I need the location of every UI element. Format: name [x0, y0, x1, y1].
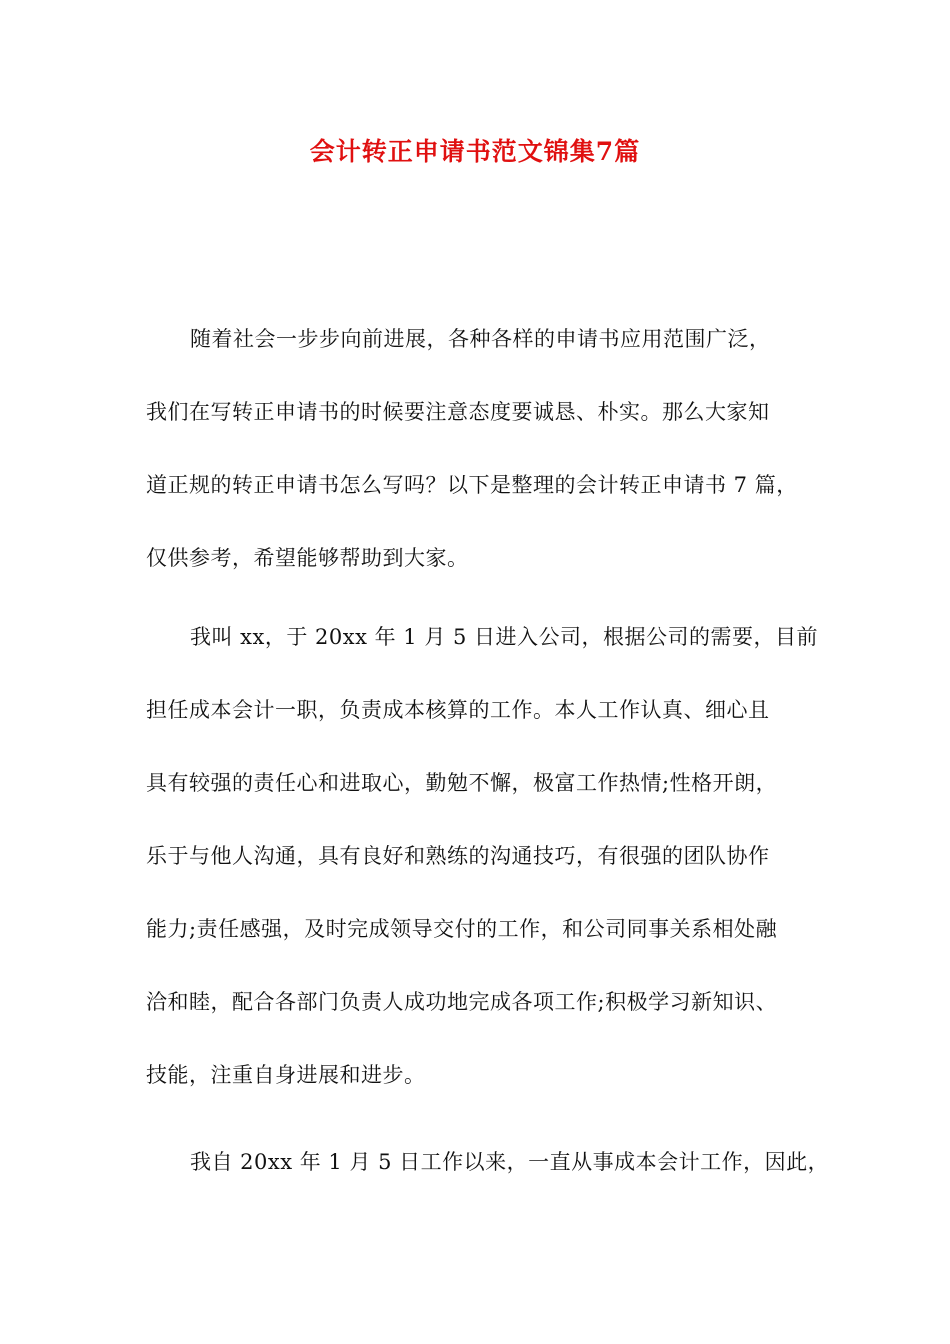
paragraph-line: 能力;责任感强，及时完成领导交付的工作，和公司同事关系相处融	[146, 917, 778, 941]
paragraph-line: 担任成本会计一职，负责成本核算的工作。本人工作认真、细心且	[146, 698, 770, 722]
paragraph-line: 我们在写转正申请书的时候要注意态度要诚恳、朴实。那么大家知	[146, 400, 770, 424]
document-title: 会计转正申请书范文锦集7篇	[309, 137, 641, 166]
paragraph-line: 我叫 xx，于 20xx 年 1 月 5 日进入公司，根据公司的需要，目前	[190, 625, 819, 649]
paragraph-line: 仅供参考，希望能够帮助到大家。	[146, 546, 469, 570]
paragraph-3	[146, 1126, 836, 1199]
paragraph-1	[146, 303, 836, 595]
paragraph-line: 我自 20xx 年 1 月 5 日工作以来，一直从事成本会计工作，因此，	[190, 1150, 830, 1174]
paragraph-line: 具有较强的责任心和进取心，勤勉不懈，极富工作热情;性格开朗，	[146, 771, 778, 795]
paragraph-2	[146, 601, 836, 1112]
paragraph-line: 道正规的转正申请书怎么写吗？以下是整理的会计转正申请书 7 篇，	[146, 473, 798, 497]
paragraph-line: 随着社会一步步向前进展，各种各样的申请书应用范围广泛，	[190, 327, 771, 351]
paragraph-line: 乐于与他人沟通，具有良好和熟练的沟通技巧，有很强的团队协作	[146, 844, 770, 868]
paragraph-line: 技能，注重自身进展和进步。	[146, 1063, 426, 1087]
paragraph-line: 洽和睦，配合各部门负责人成功地完成各项工作;积极学习新知识、	[146, 990, 778, 1014]
